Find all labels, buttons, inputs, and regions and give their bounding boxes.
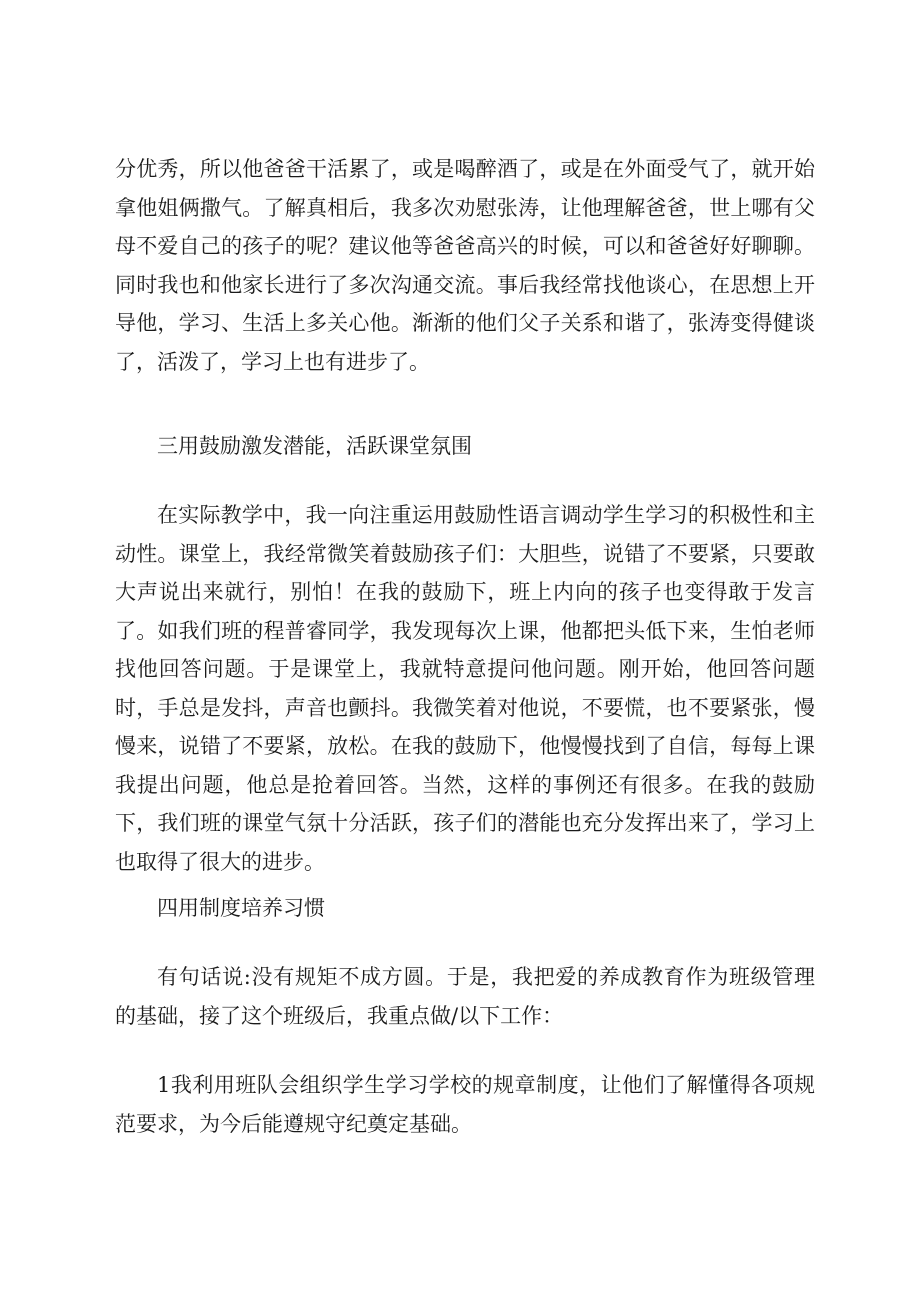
body-paragraph-encouragement: 在实际教学中，我一向注重运用鼓励性语言调动学生学习的积极性和主动性。课堂上，我经常微笑着鼓励孩子们：大胆些，说错了不要紧，只要敢大声说出来就行，别怕！在我的鼓励下，班上内向的孩子也变得敢于发言了。如我们班的程普睿同学，我发现每次上课，他都把头低下来，生怕老师找他回答问题。于是课堂上，我就特意提问他问题。刚开始，他回答问题时，手总是发抖，声音也颤抖。我微笑着对他说，不要慌，也不要紧张，慢慢来，说错了不要紧，放松。在我的鼓励下，他慢慢找到了自信，每每上课我提出问题，他总是抢着回答。当然，这样的事例还有很多。在我的鼓励下，我们班的课堂气氛十分活跃，孩子们的潜能也充分发挥出来了，学习上也取得了很大的进步。 [115,503,815,874]
body-paragraph-family: 分优秀，所以他爸爸干活累了，或是喝醉酒了，或是在外面受气了，就开始拿他姐俩撒气。了解真相后，我多次劝慰张涛，让他理解爸爸，世上哪有父母不爱自己的孩子的呢？建议他等爸爸高兴的时候，可以和爸爸好好聊聊。同时我也和他家长进行了多次沟通交流。事后我经常找他谈心，在思想上开导他，学习、生活上多关心他。渐渐的他们父子关系和谐了，张涛变得健谈了，活泼了，学习上也有进步了。 [115,157,815,374]
section-heading-rules: 四用制度培养习惯 [157,896,325,920]
body-paragraph-item-1: 1我利用班队会组织学生学习学校的规章制度，让他们了解懂得各项规范要求，为今后能遵规守纪奠定基础。 [115,1073,815,1136]
body-paragraph-rules: 有句话说:没有规矩不成方圆。于是，我把爱的养成教育作为班级管理的基础，接了这个班级后，我重点做/以下工作： [115,965,815,1028]
section-heading-encouragement: 三用鼓励激发潜能，活跃课堂氛围 [157,434,472,458]
